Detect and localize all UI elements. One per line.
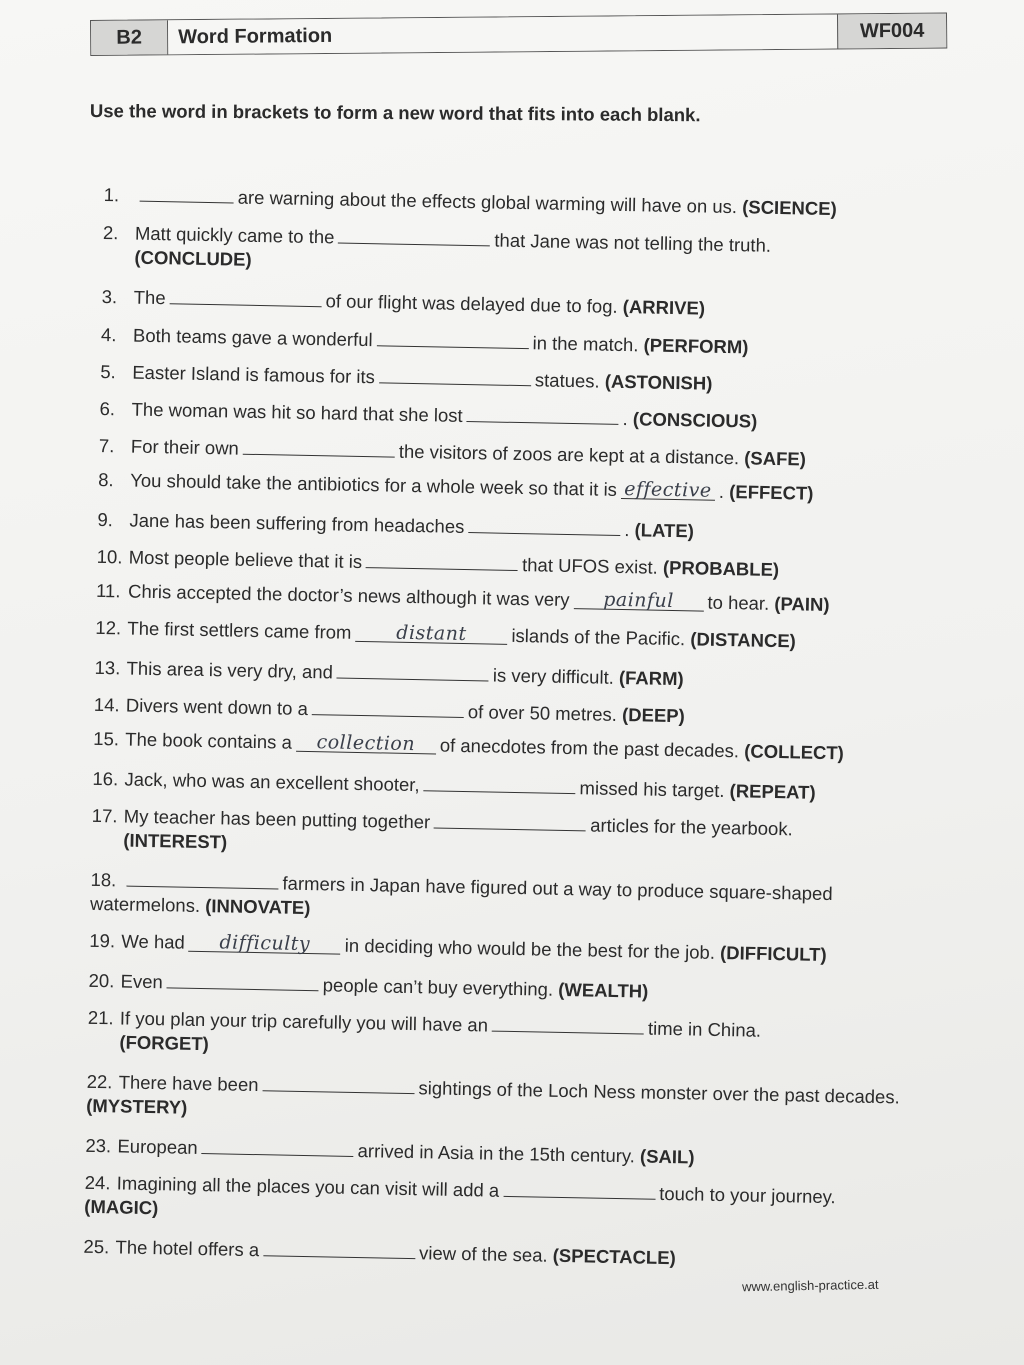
answer-blank[interactable] xyxy=(379,362,531,386)
item-text-before: There have been xyxy=(118,1071,259,1096)
exercise-item xyxy=(83,1232,913,1275)
item-text-before: The woman was hit so hard that she lost xyxy=(131,398,463,426)
answer-blank[interactable] xyxy=(263,1235,415,1259)
base-word: (COLLECT) xyxy=(743,740,845,764)
item-text-before: Both teams gave a wonderful xyxy=(132,324,373,351)
base-word: (INNOVATE) xyxy=(205,895,311,919)
item-number: 15. xyxy=(93,727,120,750)
exercise-item xyxy=(92,764,922,807)
item-number: 20. xyxy=(88,969,115,992)
base-word: (WEALTH) xyxy=(558,978,649,1002)
exercise-item xyxy=(99,394,929,437)
base-word: (INTEREST) xyxy=(123,829,228,853)
answer-blank[interactable] xyxy=(366,547,518,571)
item-number: 12. xyxy=(95,616,122,639)
answer-blank[interactable] xyxy=(296,731,436,755)
item-text-after: of anecdotes from the past decades. xyxy=(439,734,740,762)
exercise-item xyxy=(94,690,924,733)
base-word: (PAIN) xyxy=(774,592,830,616)
answer-blank[interactable] xyxy=(337,658,489,682)
exercise-item xyxy=(94,653,924,696)
item-text-before: Most people believe that it is xyxy=(128,546,363,573)
answer-blank[interactable] xyxy=(434,807,586,831)
exercise-item xyxy=(95,616,925,656)
item-text-after: arrived in Asia in the 15th century. xyxy=(357,1140,636,1167)
exercise-item xyxy=(90,865,921,932)
exercise-item xyxy=(89,929,919,969)
item-text-before: The xyxy=(133,286,166,309)
answer-blank[interactable] xyxy=(189,931,341,955)
item-text-after: . xyxy=(622,408,628,430)
item-text-after: missed his target. xyxy=(579,777,725,802)
item-text-before: Easter Island is famous for its xyxy=(132,361,376,388)
base-word: (FORGET) xyxy=(119,1031,210,1055)
exercise-item xyxy=(103,180,933,223)
base-word: (FARM) xyxy=(618,666,684,690)
item-text-before: Imagining all the places you can visit will add a xyxy=(116,1172,500,1201)
answer-blank[interactable] xyxy=(503,1176,655,1200)
exercise-item xyxy=(97,505,927,548)
base-word: (SAIL) xyxy=(639,1145,695,1168)
exercise-item xyxy=(93,727,923,767)
item-text-before: My teacher has been putting together xyxy=(123,805,431,833)
item-number: 7. xyxy=(98,434,115,457)
item-text-before: Chris accepted the doctor’s news although it was very xyxy=(127,580,570,611)
answer-blank[interactable] xyxy=(202,1133,354,1157)
item-text-before: You should take the antibiotics for a whole week so that it is xyxy=(130,469,618,500)
answer-blank[interactable] xyxy=(243,434,395,458)
item-text-after: view of the sea. xyxy=(418,1242,548,1266)
item-text-before: The book contains a xyxy=(125,728,293,753)
item-number: 2. xyxy=(102,221,119,244)
item-text-after: in deciding who would be the best for the job. xyxy=(344,934,716,963)
worksheet-header xyxy=(90,13,947,56)
item-number: 9. xyxy=(97,508,114,531)
item-text-before: Even xyxy=(120,970,163,993)
item-text-after: . xyxy=(718,480,725,502)
item-number: 14. xyxy=(93,693,120,716)
answer-blank[interactable] xyxy=(312,694,464,718)
item-number: 11. xyxy=(95,579,121,602)
answer-blank[interactable] xyxy=(170,283,322,307)
answer-blank[interactable] xyxy=(621,478,715,501)
item-number: 5. xyxy=(100,360,116,383)
item-number: 1. xyxy=(103,183,120,206)
item-text-after: are warning about the effects global warming will have on us. xyxy=(237,186,738,218)
item-text-before: Matt quickly came to the xyxy=(134,222,335,248)
item-number: 22. xyxy=(86,1070,113,1093)
answer-blank[interactable] xyxy=(376,325,528,349)
answer-blank[interactable] xyxy=(140,181,234,204)
base-word: (DIFFICULT) xyxy=(719,941,827,966)
item-text-after: that UFOS exist. xyxy=(521,554,659,578)
base-word: (MYSTERY) xyxy=(86,1094,188,1118)
base-word: (SAFE) xyxy=(744,447,807,470)
item-text-before: We had xyxy=(121,930,186,953)
answer-blank[interactable] xyxy=(467,401,619,425)
answer-blank[interactable] xyxy=(573,588,703,611)
exercise-list xyxy=(83,180,944,1269)
item-text-after: in the match. xyxy=(532,332,639,356)
item-number: 21. xyxy=(87,1006,114,1029)
answer-blank[interactable] xyxy=(492,1011,644,1035)
item-number: 10. xyxy=(96,545,123,568)
handwritten-answer: difficulty xyxy=(219,931,311,956)
base-word: (DISTANCE) xyxy=(690,628,797,652)
item-number: 3. xyxy=(101,285,118,308)
item-number: 25. xyxy=(83,1235,110,1258)
website-url: www.english-practice.at xyxy=(741,1276,879,1295)
item-number: 23. xyxy=(85,1134,112,1157)
item-text-after: islands of the Pacific. xyxy=(511,624,686,650)
base-word: (REPEAT) xyxy=(729,780,816,803)
base-word: (CONCLUDE) xyxy=(134,246,252,270)
item-number: 18. xyxy=(90,868,117,891)
base-word: (CONSCIOUS) xyxy=(632,408,758,432)
answer-blank[interactable] xyxy=(423,770,575,794)
item-number: 19. xyxy=(89,929,116,952)
base-word: (MAGIC) xyxy=(84,1195,159,1219)
item-number: 4. xyxy=(100,323,117,346)
base-word: (EFFECT) xyxy=(728,481,814,504)
item-text-after: is very difficult. xyxy=(492,664,615,688)
exercise-item xyxy=(99,431,929,474)
exercise-item xyxy=(102,218,933,285)
item-text-after: of over 50 metres. xyxy=(467,701,618,725)
base-word: (PROBABLE) xyxy=(662,556,780,581)
answer-blank[interactable] xyxy=(167,967,319,991)
worksheet-code: WF004 xyxy=(837,14,946,49)
base-word: (LATE) xyxy=(634,519,695,542)
exercise-item xyxy=(101,320,931,363)
item-text-after: articles for the yearbook. xyxy=(589,814,793,840)
item-text-after: touch to your journey. xyxy=(658,1182,836,1208)
exercise-item xyxy=(91,801,922,868)
item-text-before: Divers went down to a xyxy=(125,694,309,720)
worksheet-title: Word Formation xyxy=(168,14,837,54)
item-number: 8. xyxy=(98,468,114,491)
item-text-before: If you plan your trip carefully you will have an xyxy=(119,1007,489,1036)
item-text-before: The hotel offers a xyxy=(115,1236,260,1261)
answer-blank[interactable] xyxy=(355,621,507,645)
exercise-item xyxy=(86,1067,917,1134)
item-number: 13. xyxy=(94,656,121,679)
base-word: (ARRIVE) xyxy=(622,295,706,319)
item-number: 6. xyxy=(99,397,116,420)
exercise-item xyxy=(87,1003,918,1070)
answer-blank[interactable] xyxy=(126,866,278,890)
item-text-after: time in China. xyxy=(647,1017,762,1041)
exercise-item xyxy=(98,468,928,508)
handwritten-answer: distant xyxy=(396,621,467,646)
exercise-item xyxy=(97,542,927,585)
item-text-before: Jane has been suffering from headaches xyxy=(129,509,465,537)
item-text-before: For their own xyxy=(130,435,240,459)
item-text-after: people can’t buy everything. xyxy=(322,974,554,1000)
item-number: 17. xyxy=(91,804,118,827)
exercise-item xyxy=(85,1131,915,1174)
instructions: Use the word in brackets to form a new word that fits into each blank. xyxy=(89,100,701,126)
item-text-after: . xyxy=(624,519,630,541)
item-text-after: to hear. xyxy=(707,591,770,614)
answer-blank[interactable] xyxy=(468,512,620,536)
item-text-after: farmers in Japan have figured out a way to produce square-shaped watermelons. xyxy=(89,872,833,916)
base-word: (DEEP) xyxy=(621,704,685,727)
exercise-item xyxy=(84,1168,915,1235)
item-text-before: European xyxy=(117,1135,198,1158)
answer-blank[interactable] xyxy=(338,223,490,247)
base-word: (ASTONISH) xyxy=(604,370,713,394)
item-text-after: statues. xyxy=(534,369,600,392)
exercise-item xyxy=(96,579,926,619)
item-text-before: The first settlers came from xyxy=(127,617,352,643)
handwritten-answer: effective xyxy=(624,478,712,502)
item-number: 16. xyxy=(92,767,119,790)
exercise-item xyxy=(102,282,932,325)
handwritten-answer: painful xyxy=(602,588,675,613)
exercise-item xyxy=(88,966,918,1009)
exercise-item xyxy=(100,357,930,400)
item-text-before: Jack, who was an excellent shooter, xyxy=(124,768,420,796)
level-label: B2 xyxy=(91,20,168,55)
item-text-after: of our flight was delayed due to fog. xyxy=(325,290,618,317)
base-word: (SCIENCE) xyxy=(741,196,837,220)
item-text-after: the visitors of zoos are kept at a distance. xyxy=(398,440,740,469)
base-word: (SPECTACLE) xyxy=(552,1244,676,1269)
answer-blank[interactable] xyxy=(262,1070,414,1094)
handwritten-answer: collection xyxy=(316,731,416,756)
base-word: (PERFORM) xyxy=(643,334,749,358)
item-text-before: This area is very dry, and xyxy=(126,657,334,683)
item-text-after: that Jane was not telling the truth. xyxy=(494,229,772,256)
item-number: 24. xyxy=(84,1171,111,1194)
item-text-after: sightings of the Loch Ness monster over the past decades. xyxy=(418,1077,900,1108)
